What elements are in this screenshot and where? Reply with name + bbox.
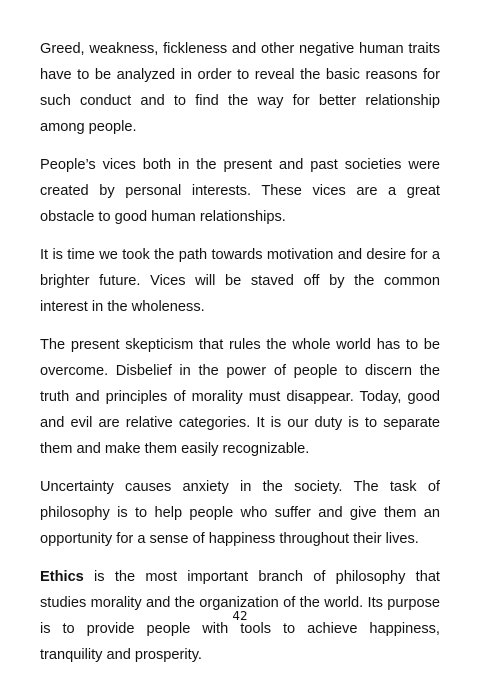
paragraph-5 <box>40 474 440 552</box>
paragraph-4 <box>40 332 440 462</box>
page-body <box>40 36 440 680</box>
ethics-term: Ethics <box>40 569 84 585</box>
paragraph-2 <box>40 152 440 230</box>
paragraph-3-text: It is time we took the path towards motivation and desire for a brighter future. Vices will be staved off by the common interest in the wholeness. <box>40 247 440 315</box>
paragraph-5-text: Uncertainty causes anxiety in the society. The task of philosophy is to help people who suffer and give them an opportunity for a sense of happiness throughout their lives. <box>40 479 440 547</box>
paragraph-4-text: The present skepticism that rules the whole world has to be overcome. Disbelief in the power of people to discern the truth and principles of morality must disappear. Today, good and evil are relative categories. It is our duty is to separate them and make them easily recognizable. <box>40 337 440 457</box>
paragraph-3 <box>40 242 440 320</box>
paragraph-2-text: People’s vices both in the present and past societies were created by personal interests. These vices are a great obstacle to good human relationships. <box>40 157 440 225</box>
paragraph-1-text: Greed, weakness, fickleness and other negative human traits have to be analyzed in order to reveal the basic reasons for such conduct and to find the way for better relationship among people. <box>40 41 440 135</box>
paragraph-1 <box>40 36 440 140</box>
page-number: 42 <box>232 609 248 623</box>
paragraph-6-text: is the most important branch of philosophy that studies morality and the organization of the world. Its purpose is to provide people with tools to achieve happiness, tranquility and prosperity. <box>40 569 440 663</box>
